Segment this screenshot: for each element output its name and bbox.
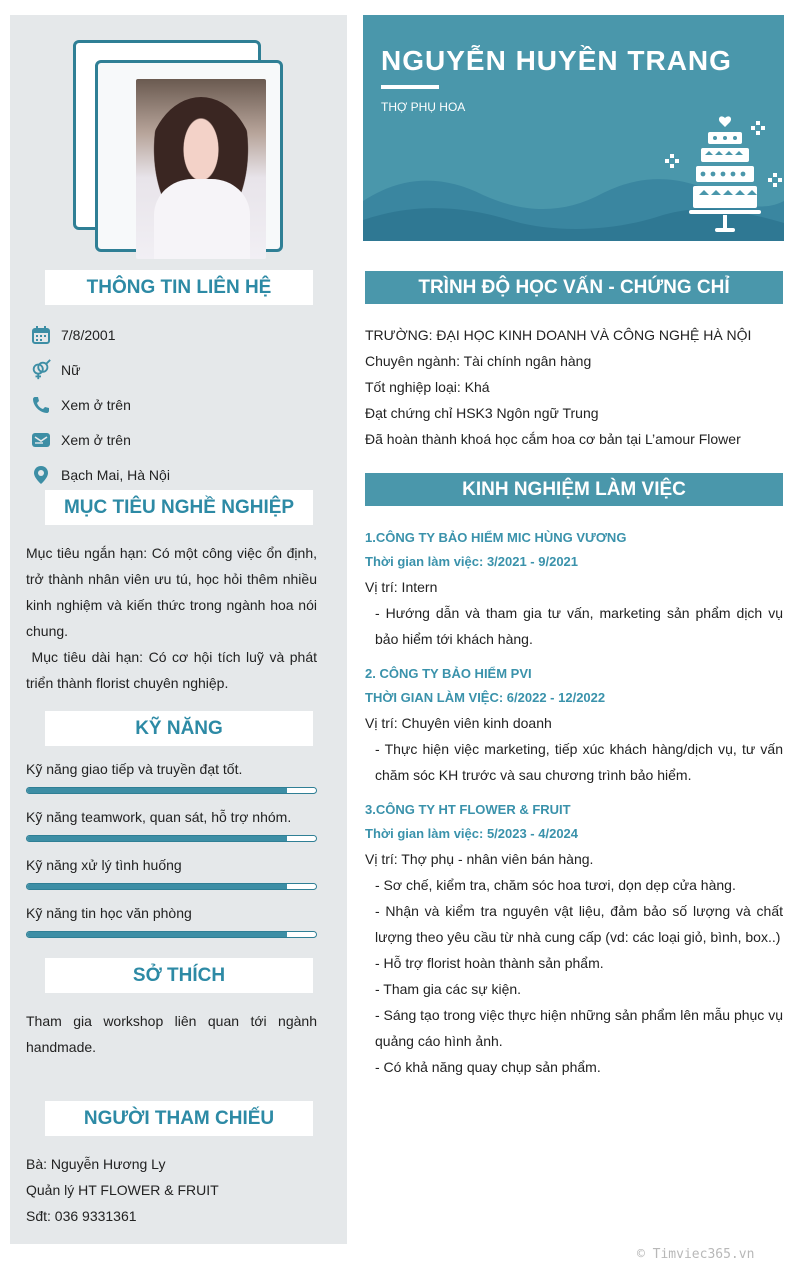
skill-label: Kỹ năng giao tiếp và truyền đạt tốt.	[26, 761, 243, 777]
education-title: TRÌNH ĐỘ HỌC VẤN - CHỨNG CHỈ	[365, 271, 783, 304]
job-title: THỢ PHỤ HOA	[381, 100, 466, 114]
skill-item	[26, 902, 317, 938]
job-description-line: - Sáng tạo trong việc thực hiện những sản phẩm lên mẫu phục vụ quảng cáo hình ảnh.	[375, 1007, 783, 1049]
references-text	[26, 1151, 317, 1229]
skill-label: Kỹ năng tin học văn phòng	[26, 905, 192, 921]
left-column	[10, 15, 347, 1244]
name-underline	[381, 85, 439, 89]
skill-label: Kỹ năng xử lý tình huống	[26, 857, 182, 873]
phone-icon	[30, 394, 52, 416]
avatar	[73, 40, 283, 252]
skill-bar-fill	[27, 884, 287, 889]
education-line: Đạt chứng chỉ HSK3 Ngôn ngữ Trung	[365, 405, 599, 421]
education-line: Tốt nghiệp loại: Khá	[365, 379, 490, 395]
objective-text	[26, 540, 321, 696]
reference-line: Quản lý HT FLOWER & FRUIT	[26, 1182, 219, 1198]
skill-item	[26, 806, 317, 842]
skill-item	[26, 758, 317, 794]
contact-gender-value: Nữ	[61, 362, 81, 378]
job-period: Thời gian làm việc: 3/2021 - 9/2021	[365, 554, 579, 569]
skill-label: Kỹ năng teamwork, quan sát, hỗ trợ nhóm.	[26, 809, 292, 825]
contact-gender	[30, 358, 80, 382]
skill-bar	[26, 931, 317, 938]
contact-address	[30, 463, 170, 487]
references-title: NGƯỜI THAM CHIẾU	[45, 1101, 313, 1136]
skill-bar-fill	[27, 932, 287, 937]
job-period: THỜI GIAN LÀM VIỆC: 6/2022 - 12/2022	[365, 690, 606, 705]
job-description-line: - Hỗ trợ florist hoàn thành sản phẩm.	[375, 955, 604, 971]
hobbies-title: SỞ THÍCH	[45, 958, 313, 993]
calendar-icon	[30, 324, 52, 346]
location-icon	[30, 464, 52, 486]
job-company: 1.CÔNG TY BẢO HIỂM MIC HÙNG VƯƠNG	[365, 530, 627, 545]
job-description: - Hướng dẫn và tham gia tư vấn, marketing sản phẩm dịch vụ bảo hiểm tới khách hàng.	[375, 605, 783, 647]
reference-line: Sđt: 036 9331361	[26, 1208, 137, 1224]
skill-bar-fill	[27, 836, 287, 841]
contact-birthday	[30, 323, 116, 347]
gender-icon	[30, 359, 52, 381]
hobbies-text: Tham gia workshop liên quan tới ngành handmade.	[26, 1013, 317, 1055]
job-description: - Thực hiện việc marketing, tiếp xúc khách hàng/dịch vụ, tư vấn chăm sóc KH trước và sau chương trình bảo hiểm.	[375, 741, 783, 783]
job-description-line: - Nhận và kiểm tra nguyên vật liệu, đảm bảo số lượng và chất lượng theo yêu cầu từ nhà cung cấp (vd: các loại giỏ, bình, box..)	[375, 903, 783, 945]
objective-title: MỤC TIÊU NGHỀ NGHIỆP	[45, 490, 313, 525]
objective-long-term: Mục tiêu dài hạn: Có cơ hội tích luỹ và phát triển thành florist chuyên nghiệp.	[26, 649, 321, 691]
job-description-line: - Tham gia các sự kiện.	[375, 981, 522, 997]
skill-bar	[26, 883, 317, 890]
education-line: TRƯỜNG: ĐẠI HỌC KINH DOANH VÀ CÔNG NGHỆ HÀ NỘI	[365, 327, 752, 343]
job-period: Thời gian làm việc: 5/2023 - 4/2024	[365, 826, 579, 841]
contact-phone	[30, 393, 131, 417]
job-description	[375, 872, 783, 1080]
job-position: Vị trí: Chuyên viên kinh doanh	[365, 715, 552, 731]
job-position: Vị trí: Thợ phụ - nhân viên bán hàng.	[365, 851, 594, 867]
photo-frame-front	[95, 60, 283, 252]
skill-item	[26, 854, 317, 890]
email-icon	[30, 429, 52, 451]
reference-line: Bà: Nguyễn Hương Ly	[26, 1156, 166, 1172]
job-company: 3.CÔNG TY HT FLOWER & FRUIT	[365, 802, 571, 817]
education-line: Đã hoàn thành khoá học cắm hoa cơ bản tại L’amour Flower	[365, 431, 741, 447]
job-description-line: - Có khả năng quay chụp sản phẩm.	[375, 1059, 601, 1075]
candidate-name: NGUYỄN HUYỀN TRANG	[381, 45, 732, 76]
contact-email	[30, 428, 131, 452]
contact-birthday-value: 7/8/2001	[61, 327, 116, 343]
skills-title: KỸ NĂNG	[45, 711, 313, 746]
header-banner	[363, 15, 784, 241]
skill-bar	[26, 787, 317, 794]
skill-bar	[26, 835, 317, 842]
contact-address-value: Bạch Mai, Hà Nội	[61, 467, 170, 483]
job-company: 2. CÔNG TY BẢO HIỂM PVI	[365, 666, 532, 681]
job-position: Vị trí: Intern	[365, 579, 438, 595]
contact-title: THÔNG TIN LIÊN HỆ	[45, 270, 313, 305]
skill-bar-fill	[27, 788, 287, 793]
contact-phone-value: Xem ở trên	[61, 397, 131, 413]
contact-email-value: Xem ở trên	[61, 432, 131, 448]
job-description-line: - Sơ chế, kiểm tra, chăm sóc hoa tươi, dọn dẹp cửa hàng.	[375, 877, 736, 893]
watermark: © Timviec365.vn	[637, 1247, 755, 1262]
education-line: Chuyên ngành: Tài chính ngân hàng	[365, 353, 592, 369]
objective-short-term: Mục tiêu ngắn hạn: Có một công việc ổn định, trở thành nhân viên ưu tú, học hỏi thêm nhiều kinh nghiệm và kiến thức trong ngành hoa nói chung.	[26, 545, 317, 639]
experience-title: KINH NGHIỆM LÀM VIỆC	[365, 473, 783, 506]
profile-photo	[136, 79, 266, 259]
